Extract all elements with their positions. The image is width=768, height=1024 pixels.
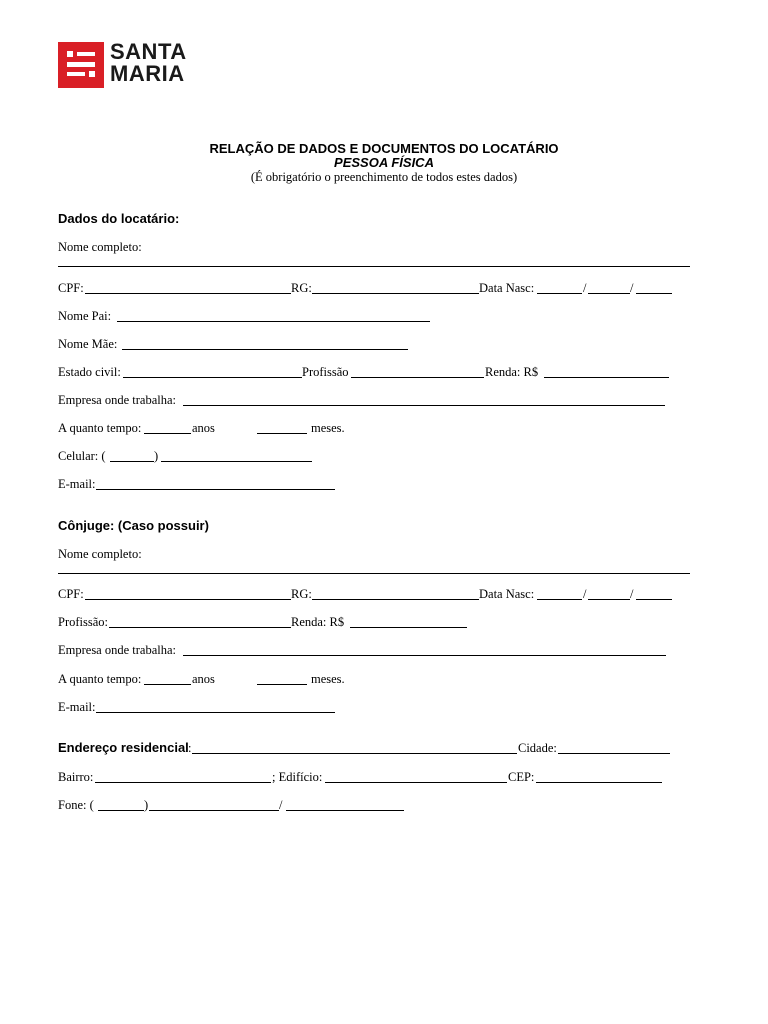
label-estado-civil: Estado civil: bbox=[58, 365, 121, 379]
label-anos: anos bbox=[192, 421, 215, 435]
phone-row bbox=[58, 797, 690, 813]
label-empresa: Empresa onde trabalha: bbox=[58, 643, 177, 657]
civil-status-field[interactable] bbox=[123, 377, 302, 378]
neighborhood-field[interactable] bbox=[95, 782, 271, 783]
profession-field[interactable] bbox=[351, 377, 484, 378]
rg-field[interactable] bbox=[312, 293, 479, 294]
label-tempo: A quanto tempo: bbox=[58, 672, 142, 686]
date-slash: / bbox=[583, 281, 587, 295]
neighborhood-row bbox=[58, 769, 690, 785]
spouse-rg-field[interactable] bbox=[312, 599, 479, 600]
spouse-name-field[interactable] bbox=[58, 573, 690, 574]
address-row bbox=[58, 740, 690, 756]
label-rg: RG: bbox=[291, 587, 312, 601]
document-subtitle: PESSOA FÍSICA bbox=[334, 155, 434, 170]
tenant-cpf-row bbox=[58, 280, 690, 296]
birth-day-field[interactable] bbox=[537, 293, 582, 294]
logo-text: SANTA MARIA bbox=[110, 39, 187, 86]
spouse-birth-day-field[interactable] bbox=[537, 599, 582, 600]
phone-slash: / bbox=[279, 798, 283, 812]
date-slash: / bbox=[630, 281, 634, 295]
address-colon: : bbox=[188, 741, 192, 755]
paren-close: ) bbox=[154, 449, 159, 463]
tenant-civil-row bbox=[58, 364, 690, 380]
tenant-heading: Dados do locatário: bbox=[58, 211, 180, 226]
tenant-name-field[interactable] bbox=[58, 266, 690, 267]
santa-maria-logo bbox=[58, 39, 204, 88]
spouse-company-row bbox=[58, 642, 690, 658]
label-email: E-mail: bbox=[58, 700, 96, 714]
spouse-email-field[interactable] bbox=[96, 712, 335, 713]
label-empresa: Empresa onde trabalha: bbox=[58, 393, 177, 407]
label-renda: Renda: R$ bbox=[485, 365, 539, 379]
spouse-birth-month-field[interactable] bbox=[588, 599, 630, 600]
phone-field[interactable] bbox=[149, 810, 279, 811]
cep-field[interactable] bbox=[536, 782, 662, 783]
company-field[interactable] bbox=[183, 405, 665, 406]
label-email: E-mail: bbox=[58, 477, 96, 491]
tenant-mother-row bbox=[58, 336, 690, 352]
label-celular: Celular: ( bbox=[58, 449, 106, 463]
label-nome-mae: Nome Mãe: bbox=[58, 337, 118, 351]
label-meses: meses. bbox=[311, 672, 345, 686]
spouse-time-row bbox=[58, 671, 690, 687]
email-field[interactable] bbox=[96, 489, 335, 490]
address-field[interactable] bbox=[192, 753, 517, 754]
label-cep: CEP: bbox=[508, 770, 535, 784]
logo-mark-icon bbox=[58, 42, 104, 88]
spouse-birth-year-field[interactable] bbox=[636, 599, 672, 600]
spouse-profession-row bbox=[58, 614, 690, 630]
label-nome-pai: Nome Pai: bbox=[58, 309, 112, 323]
label-data-nasc: Data Nasc: bbox=[479, 281, 535, 295]
tenant-father-row bbox=[58, 308, 690, 324]
birth-year-field[interactable] bbox=[636, 293, 672, 294]
label-cidade: Cidade: bbox=[518, 741, 557, 755]
date-slash: / bbox=[583, 587, 587, 601]
label-data-nasc: Data Nasc: bbox=[479, 587, 535, 601]
spouse-income-field[interactable] bbox=[350, 627, 467, 628]
date-slash: / bbox=[630, 587, 634, 601]
spouse-cpf-field[interactable] bbox=[85, 599, 291, 600]
label-renda: Renda: R$ bbox=[291, 615, 345, 629]
label-edificio: ; Edifício: bbox=[272, 770, 323, 784]
father-name-field[interactable] bbox=[117, 321, 430, 322]
label-profissao: Profissão bbox=[302, 365, 349, 379]
cpf-field[interactable] bbox=[85, 293, 291, 294]
spouse-years-field[interactable] bbox=[144, 684, 191, 685]
birth-month-field[interactable] bbox=[588, 293, 630, 294]
income-field[interactable] bbox=[544, 377, 669, 378]
label-bairro: Bairro: bbox=[58, 770, 94, 784]
phone2-field[interactable] bbox=[286, 810, 404, 811]
label-fone: Fone: ( bbox=[58, 798, 94, 812]
spouse-email-row bbox=[58, 699, 690, 715]
label-tempo: A quanto tempo: bbox=[58, 421, 142, 435]
phone-area-field[interactable] bbox=[98, 810, 144, 811]
label-nome: Nome completo: bbox=[58, 240, 142, 254]
label-nome: Nome completo: bbox=[58, 547, 142, 561]
address-heading: Endereço residencial bbox=[58, 740, 189, 755]
spouse-cpf-row bbox=[58, 586, 690, 602]
city-field[interactable] bbox=[558, 753, 670, 754]
spouse-profession-field[interactable] bbox=[109, 627, 291, 628]
area-code-field[interactable] bbox=[110, 461, 154, 462]
tenant-phone-row bbox=[58, 448, 690, 464]
spouse-company-field[interactable] bbox=[183, 655, 666, 656]
label-anos: anos bbox=[192, 672, 215, 686]
document-note: (É obrigatório o preenchimento de todos estes dados) bbox=[250, 170, 518, 184]
label-profissao: Profissão: bbox=[58, 615, 108, 629]
document-title: RELAÇÃO DE DADOS E DOCUMENTOS DO LOCATÁRIO bbox=[209, 141, 559, 156]
spouse-heading: Cônjuge: (Caso possuir) bbox=[58, 518, 209, 533]
label-cpf: CPF: bbox=[58, 281, 84, 295]
tenant-time-row bbox=[58, 420, 690, 436]
spouse-months-field[interactable] bbox=[257, 684, 307, 685]
label-cpf: CPF: bbox=[58, 587, 84, 601]
mother-name-field[interactable] bbox=[122, 349, 408, 350]
paren-close: ) bbox=[144, 798, 149, 812]
label-rg: RG: bbox=[291, 281, 312, 295]
cellphone-field[interactable] bbox=[161, 461, 312, 462]
tenant-company-row bbox=[58, 392, 690, 408]
years-field[interactable] bbox=[144, 433, 191, 434]
building-field[interactable] bbox=[325, 782, 507, 783]
tenant-email-row bbox=[58, 476, 690, 492]
months-field[interactable] bbox=[257, 433, 307, 434]
label-meses: meses. bbox=[311, 421, 345, 435]
